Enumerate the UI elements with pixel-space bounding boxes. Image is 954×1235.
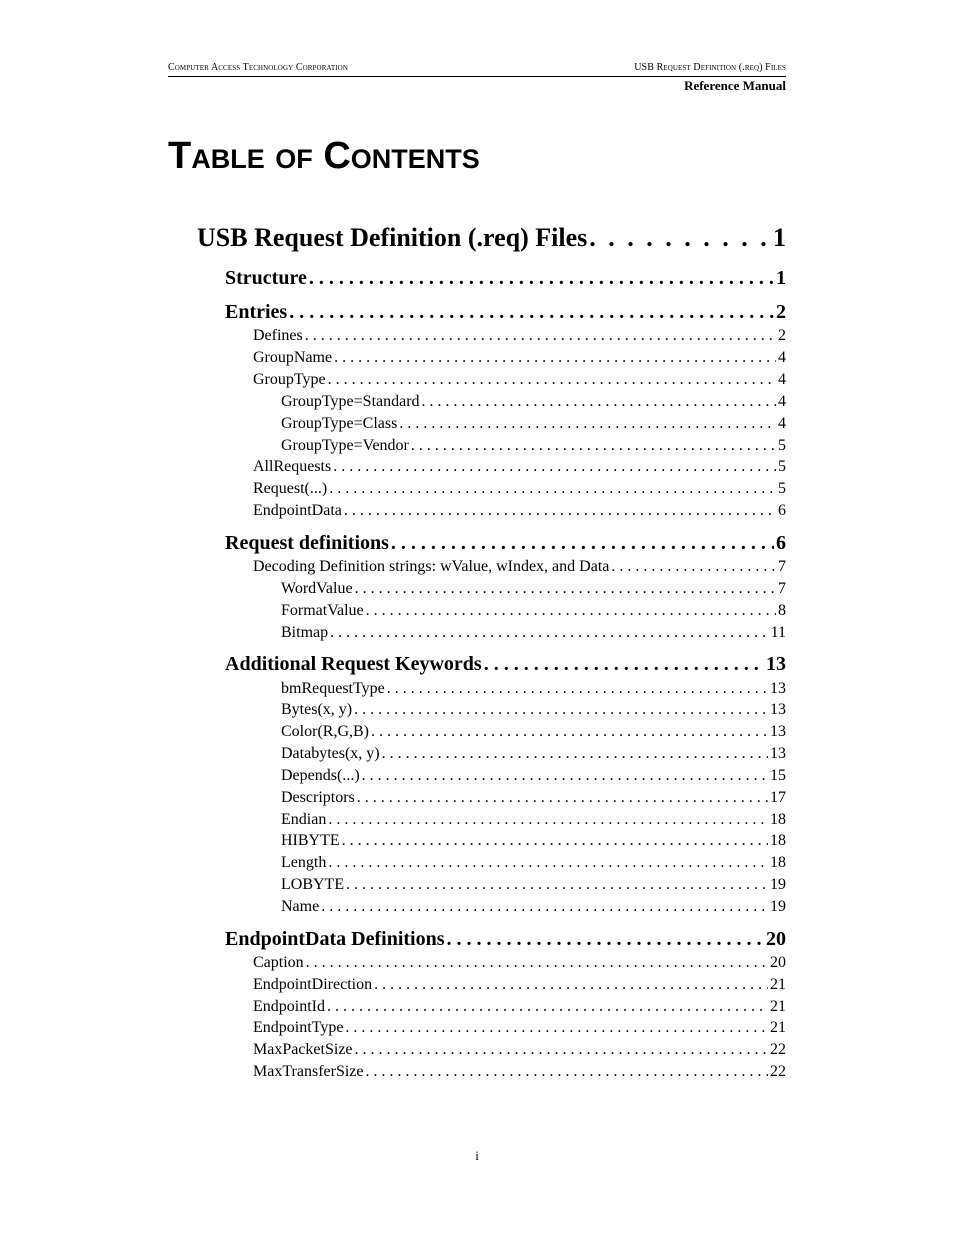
toc-entry-label: USB Request Definition (.req) Files	[197, 223, 588, 252]
toc-leader-dots	[362, 766, 768, 786]
toc-entry[interactable]	[281, 788, 786, 808]
toc-entry[interactable]	[281, 722, 786, 742]
page-title: Table of Contents	[168, 135, 480, 177]
toc-entry[interactable]	[281, 601, 786, 621]
toc-entry-page: 18	[770, 832, 786, 849]
toc-entry-page: 22	[770, 1041, 786, 1058]
toc-entry-label: Defines	[253, 327, 303, 344]
toc-entry-page: 6	[776, 532, 786, 554]
toc-entry-page: 21	[770, 1019, 786, 1036]
toc-entry[interactable]	[281, 414, 786, 434]
toc-entry-label: Request definitions	[225, 532, 389, 554]
toc-entry[interactable]	[253, 953, 786, 973]
toc-entry-page: 6	[778, 502, 786, 519]
toc-leader-dots	[346, 875, 768, 895]
toc-entry-page: 4	[778, 415, 786, 432]
toc-entry[interactable]	[253, 1018, 786, 1038]
toc-entry-page: 7	[778, 558, 786, 575]
toc-entry-page: 19	[770, 898, 786, 915]
toc-leader-dots	[305, 326, 776, 346]
toc-entry[interactable]	[197, 223, 786, 253]
toc-entry-label: GroupName	[253, 349, 333, 366]
toc-entry-page: 5	[778, 480, 786, 497]
toc-entry-page: 13	[770, 680, 786, 697]
toc-leader-dots	[330, 623, 768, 643]
toc-entry[interactable]	[253, 975, 786, 995]
toc-entry[interactable]	[281, 679, 786, 699]
toc-entry-label: Additional Request Keywords	[225, 653, 482, 675]
toc-entry-page: 18	[770, 854, 786, 871]
toc-entry-label: Depends(...)	[281, 767, 360, 784]
toc-entry-label: Bitmap	[281, 624, 329, 641]
header-manual-name: Reference Manual	[684, 78, 786, 93]
toc-entry-label: Descriptors	[281, 789, 355, 806]
toc-entry[interactable]	[281, 392, 786, 412]
toc-entry-page: 1	[776, 267, 786, 289]
toc-leader-dots	[399, 414, 776, 434]
toc-entry-page: 11	[770, 624, 786, 641]
toc-leader-dots	[328, 853, 768, 873]
toc-entry-label: EndpointDirection	[253, 976, 373, 993]
toc-leader-dots	[484, 652, 764, 676]
toc-entry-page: 4	[778, 349, 786, 366]
toc-leader-dots	[382, 744, 768, 764]
toc-entry-page: 15	[770, 767, 786, 784]
toc-entry-label: EndpointId	[253, 998, 325, 1015]
toc-entry-label: MaxTransferSize	[253, 1063, 364, 1080]
toc-entry[interactable]	[253, 326, 786, 346]
toc-entry-label: FormatValue	[281, 602, 364, 619]
toc-entry-page: 18	[770, 811, 786, 828]
toc-entry-page: 5	[778, 437, 786, 454]
toc-entry-label: Endian	[281, 811, 327, 828]
toc-entry-page: 22	[770, 1063, 786, 1080]
toc-entry-label: Color(R,G,B)	[281, 723, 369, 740]
toc-entry-label: Entries	[225, 301, 288, 323]
toc-leader-dots	[355, 579, 776, 599]
toc-entry-label: MaxPacketSize	[253, 1041, 353, 1058]
toc-leader-dots	[306, 953, 768, 973]
toc-entry-label: LOBYTE	[281, 876, 345, 893]
toc-entry-label: Structure	[225, 267, 307, 289]
toc-leader-dots	[355, 1040, 768, 1060]
toc-entry-label: AllRequests	[253, 458, 332, 475]
toc-entry[interactable]	[253, 370, 786, 390]
toc-entry-page: 4	[778, 393, 786, 410]
toc-entry-page: 21	[770, 976, 786, 993]
toc-leader-dots	[422, 392, 776, 412]
toc-entry-page: 13	[770, 723, 786, 740]
toc-entry-label: Databytes(x, y)	[281, 745, 380, 762]
toc-entry[interactable]	[225, 266, 786, 290]
toc-entry-page: 17	[770, 789, 786, 806]
toc-leader-dots	[344, 501, 776, 521]
toc-leader-dots	[345, 1018, 768, 1038]
toc-entry-label: GroupType=Vendor	[281, 437, 409, 454]
toc-leader-dots	[328, 370, 776, 390]
toc-entry-label: Bytes(x, y)	[281, 701, 353, 718]
toc-entry-label: Length	[281, 854, 327, 871]
toc-leader-dots	[366, 1062, 769, 1082]
toc-entry-page: 7	[778, 580, 786, 597]
toc-entry-page: 21	[770, 998, 786, 1015]
toc-entry-page: 13	[766, 653, 786, 675]
toc-entry-label: Decoding Definition strings: wValue, wIndex, and Data	[253, 558, 610, 575]
toc-leader-dots	[374, 975, 768, 995]
toc-entry-page: 1	[773, 223, 786, 252]
toc-entry-label: HIBYTE	[281, 832, 340, 849]
toc-entry[interactable]	[225, 531, 786, 555]
toc-entry[interactable]	[253, 501, 786, 521]
toc-entry[interactable]	[253, 348, 786, 368]
toc-entry[interactable]	[281, 579, 786, 599]
toc-entry[interactable]	[253, 479, 786, 499]
toc-entry-label: EndpointData Definitions	[225, 928, 445, 950]
toc-entry[interactable]	[281, 810, 786, 830]
toc-leader-dots	[387, 679, 768, 699]
page-number: i	[475, 1148, 479, 1163]
toc-leader-dots	[589, 223, 771, 253]
toc-entry-page: 20	[770, 954, 786, 971]
toc-entry-page: 8	[778, 602, 786, 619]
toc-entry-label: Name	[281, 898, 320, 915]
toc-entry[interactable]	[253, 557, 786, 577]
header-company: Computer Access Technology Corporation	[168, 62, 348, 73]
toc-entry-label: Caption	[253, 954, 304, 971]
toc-entry-label: EndpointType	[253, 1019, 344, 1036]
toc-leader-dots	[357, 788, 768, 808]
toc-entry-label: EndpointData	[253, 502, 342, 519]
toc-entry-label: GroupType	[253, 371, 326, 388]
toc-entry-page: 2	[778, 327, 786, 344]
toc-leader-dots	[391, 531, 774, 555]
toc-leader-dots	[334, 348, 776, 368]
toc-entry[interactable]	[281, 875, 786, 895]
toc-leader-dots	[354, 700, 768, 720]
toc-leader-dots	[327, 997, 768, 1017]
toc-entry-label: WordValue	[281, 580, 353, 597]
toc-leader-dots	[329, 479, 776, 499]
toc-entry-page: 13	[770, 745, 786, 762]
toc-leader-dots	[321, 897, 768, 917]
toc-entry-page: 13	[770, 701, 786, 718]
toc-entry-page: 2	[776, 301, 786, 323]
toc-entry[interactable]	[225, 927, 786, 951]
toc-entry[interactable]	[281, 853, 786, 873]
toc-leader-dots	[611, 557, 776, 577]
toc-entry-page: 4	[778, 371, 786, 388]
toc-entry-label: bmRequestType	[281, 680, 385, 697]
toc-leader-dots	[411, 436, 776, 456]
toc-entry[interactable]	[281, 897, 786, 917]
toc-entry[interactable]	[253, 1062, 786, 1082]
toc-leader-dots	[447, 927, 765, 951]
toc-leader-dots	[371, 722, 768, 742]
toc-entry[interactable]	[225, 652, 786, 676]
toc-entry[interactable]	[225, 300, 786, 324]
toc-entry[interactable]	[253, 997, 786, 1017]
toc-entry-label: GroupType=Class	[281, 415, 398, 432]
toc-entry[interactable]	[281, 831, 786, 851]
toc-entry-label: GroupType=Standard	[281, 393, 420, 410]
toc-entry[interactable]	[281, 700, 786, 720]
toc-entry-page: 5	[778, 458, 786, 475]
toc-entry-page: 19	[770, 876, 786, 893]
toc-entry[interactable]	[281, 766, 786, 786]
toc-leader-dots	[366, 601, 776, 621]
toc-entry[interactable]	[253, 457, 786, 477]
toc-entry[interactable]	[253, 1040, 786, 1060]
toc-entry[interactable]	[281, 744, 786, 764]
toc-entry[interactable]	[281, 436, 786, 456]
toc-entry-page: 20	[766, 928, 786, 950]
toc-leader-dots	[289, 300, 774, 324]
toc-entry[interactable]	[281, 623, 786, 643]
toc-leader-dots	[309, 266, 774, 290]
toc-leader-dots	[328, 810, 768, 830]
toc-leader-dots	[342, 831, 768, 851]
toc-leader-dots	[333, 457, 776, 477]
toc-entry-label: Request(...)	[253, 480, 328, 497]
header-doc-title: USB Request Definition (.req) Files	[634, 62, 786, 73]
